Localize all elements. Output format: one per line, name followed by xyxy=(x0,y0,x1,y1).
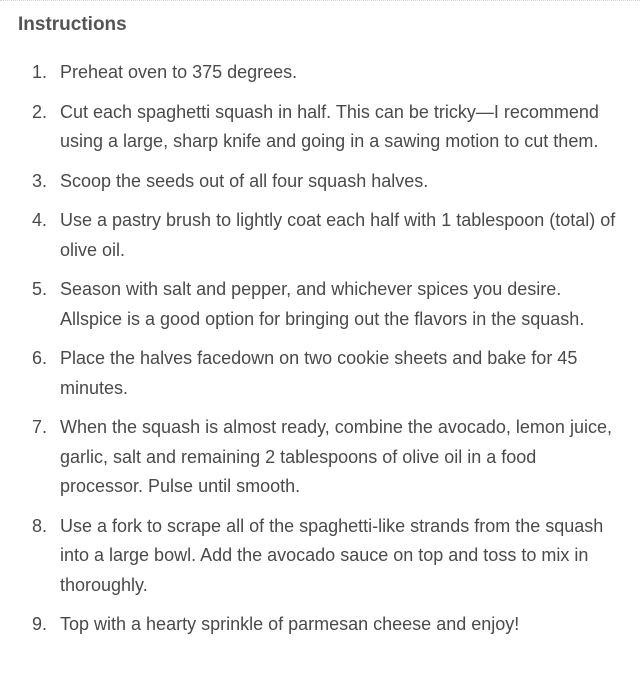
step-item-4 xyxy=(0,206,620,265)
step-text: Cut each spaghetti squash in half. This can be tricky—I recommend using a large, sharp knife and going in a sawing motion to cut them. xyxy=(60,101,599,151)
step-number: 4. xyxy=(32,210,48,230)
step-text: Place the halves facedown on two cookie sheets and bake for 45 minutes. xyxy=(60,348,578,398)
step-number: 5. xyxy=(32,279,48,299)
instructions-list xyxy=(0,58,620,650)
step-number: 7. xyxy=(32,417,48,437)
step-text: When the squash is almost ready, combine the avocado, lemon juice, garlic, salt and remaining 2 tablespoons of olive oil in a food processor. Pulse until smooth. xyxy=(60,417,612,496)
step-number: 3. xyxy=(32,170,48,191)
top-divider xyxy=(0,0,640,1)
step-number: 8. xyxy=(32,515,48,536)
instructions-heading: Instructions xyxy=(18,14,127,35)
step-text: Scoop the seeds out of all four squash halves. xyxy=(60,170,429,191)
step-number: 1. xyxy=(32,62,48,82)
step-text: Top with a hearty sprinkle of parmesan cheese and enjoy! xyxy=(60,614,520,634)
step-text: Use a pastry brush to lightly coat each half with 1 tablespoon (total) of olive oil. xyxy=(60,210,616,260)
step-item-9 xyxy=(0,610,620,640)
step-text: Season with salt and pepper, and whichever spices you desire. Allspice is a good option for bringing out the flavors in the squash. xyxy=(60,279,585,329)
step-item-6 xyxy=(0,344,620,403)
step-number: 2. xyxy=(32,101,48,122)
step-text: Preheat oven to 375 degrees. xyxy=(60,62,298,82)
step-item-1 xyxy=(0,58,620,88)
step-number: 6. xyxy=(32,348,48,368)
step-item-2 xyxy=(0,98,620,157)
step-number: 9. xyxy=(32,614,48,634)
step-item-5 xyxy=(0,275,620,334)
step-item-3 xyxy=(0,167,620,197)
step-text: Use a fork to scrape all of the spaghetti-like strands from the squash into a large bowl. Add the avocado sauce on top and toss to mix in thoroughly. xyxy=(60,515,604,595)
step-item-7 xyxy=(0,413,620,502)
step-item-8 xyxy=(0,512,620,601)
